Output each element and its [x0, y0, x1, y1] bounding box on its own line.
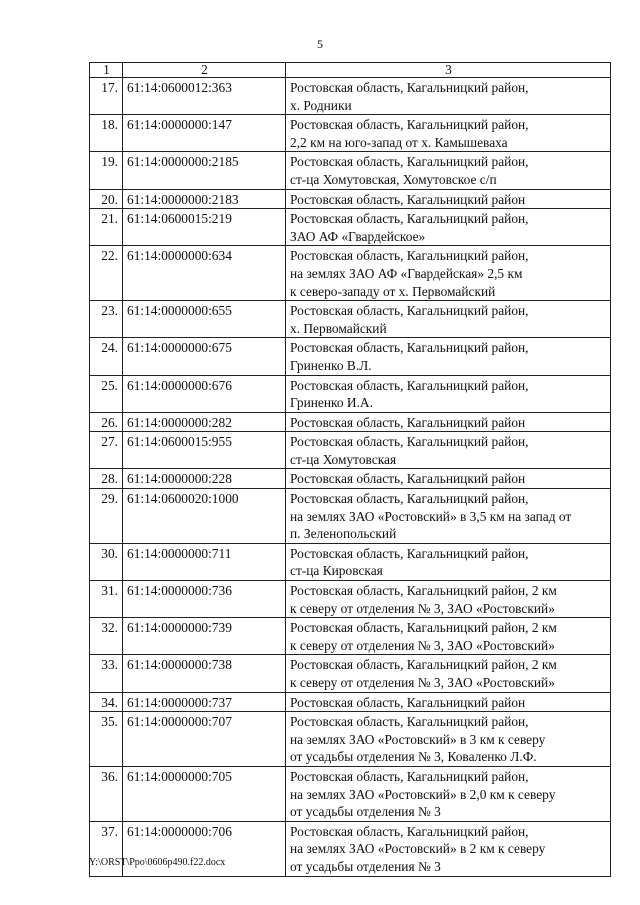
address-cell [286, 543, 611, 580]
cadastral-number-cell: 61:14:0000000:739 [123, 618, 286, 655]
table-row [90, 189, 611, 209]
table-row [90, 489, 611, 544]
table-row [90, 412, 611, 432]
address-cell [286, 432, 611, 469]
cadastral-number-cell: 61:14:0000000:707 [123, 712, 286, 767]
table-row [90, 338, 611, 375]
address-cell [286, 618, 611, 655]
address-line: Ростовская область, Кагальницкий район, [290, 80, 529, 95]
address-cell [286, 152, 611, 189]
table-row [90, 209, 611, 246]
address-line: к северу от отделения № 3, ЗАО «Ростовский» [290, 675, 555, 690]
address-cell [286, 692, 611, 712]
cadastral-number-cell: 61:14:0600020:1000 [123, 489, 286, 544]
row-number-cell: 37. [90, 821, 123, 876]
row-number-cell: 23. [90, 301, 123, 338]
address-line: ст-ца Хомутовская, Хомутовское с/п [290, 171, 497, 187]
address-line: от усадьбы отделения № 3 [290, 858, 441, 874]
address-line: на землях ЗАО «Ростовский» в 2,0 км к северу [290, 786, 556, 802]
address-line: Ростовская область, Кагальницкий район, [290, 248, 529, 264]
table-header-row [90, 63, 611, 78]
address-line: Ростовская область, Кагальницкий район [290, 414, 526, 430]
row-number-cell: 21. [90, 209, 123, 246]
table-row [90, 655, 611, 692]
address-cell [286, 412, 611, 432]
table-row [90, 692, 611, 712]
row-number-cell: 27. [90, 432, 123, 469]
cadastral-number-cell: 61:14:0000000:706 [123, 821, 286, 876]
address-line: на землях ЗАО «Ростовский» в 3 км к северу [290, 731, 546, 747]
cadastral-number-cell: 61:14:0000000:282 [123, 412, 286, 432]
table-row [90, 712, 611, 767]
table-row [90, 469, 611, 489]
table-row [90, 115, 611, 152]
address-cell [286, 655, 611, 692]
address-cell [286, 301, 611, 338]
row-number-cell: 32. [90, 618, 123, 655]
table-row [90, 581, 611, 618]
cadastral-number-cell: 61:14:0000000:705 [123, 766, 286, 821]
address-line: на землях ЗАО «Ростовский» в 2 км к северу [290, 841, 546, 857]
document-file-path: Y:\ORST\Ppo\0606p490.f22.docx [89, 857, 226, 868]
column-header-3: 3 [286, 63, 611, 78]
cadastral-number-cell: 61:14:0000000:655 [123, 301, 286, 338]
row-number-cell: 19. [90, 152, 123, 189]
address-line: Ростовская область, Кагальницкий район, 2 км [290, 620, 557, 636]
address-cell [286, 189, 611, 209]
address-line: к северу от отделения № 3, ЗАО «Ростовский» [290, 637, 555, 653]
row-number-cell: 20. [90, 189, 123, 209]
address-line: Ростовская область, Кагальницкий район, [290, 303, 529, 319]
address-line: Ростовская область, Кагальницкий район, [290, 340, 529, 356]
row-number-cell: 18. [90, 115, 123, 152]
address-line: Ростовская область, Кагальницкий район [290, 471, 526, 487]
address-line: к северу от отделения № 3, ЗАО «Ростовский» [290, 600, 555, 616]
page-number: 5 [317, 37, 323, 51]
address-line: Ростовская область, Кагальницкий район [290, 694, 526, 710]
table-row [90, 543, 611, 580]
address-line: Ростовская область, Кагальницкий район, [290, 714, 529, 730]
address-cell [286, 712, 611, 767]
cadastral-number-cell: 61:14:0000000:675 [123, 338, 286, 375]
cadastral-number-cell: 61:14:0000000:676 [123, 375, 286, 412]
table-body [90, 63, 611, 877]
cadastral-number-cell: 61:14:0000000:736 [123, 581, 286, 618]
address-line: к северо-западу от х. Первомайский [290, 283, 496, 299]
address-line: Ростовская область, Кагальницкий район, [290, 768, 529, 784]
cadastral-number-cell: 61:14:0000000:738 [123, 655, 286, 692]
cadastral-table [89, 62, 611, 877]
cadastral-number-cell: 61:14:0000000:711 [123, 543, 286, 580]
address-cell [286, 209, 611, 246]
address-cell [286, 821, 611, 876]
address-cell [286, 489, 611, 544]
table-row [90, 78, 611, 115]
address-line: ЗАО АФ «Гвардейское» [290, 228, 426, 244]
address-cell [286, 375, 611, 412]
address-line: от усадьбы отделения № 3 [290, 804, 441, 820]
address-line: п. Зеленопольский [290, 526, 397, 542]
cadastral-number-cell: 61:14:0000000:2185 [123, 152, 286, 189]
cadastral-number-cell: 61:14:0600015:219 [123, 209, 286, 246]
cadastral-number-cell: 61:14:0600012:363 [123, 78, 286, 115]
row-number-cell: 25. [90, 375, 123, 412]
address-cell [286, 338, 611, 375]
address-line: Ростовская область, Кагальницкий район, [290, 545, 529, 561]
table-row [90, 618, 611, 655]
column-header-1: 1 [90, 63, 123, 78]
address-line: Ростовская область, Кагальницкий район, [290, 377, 529, 393]
address-line: Ростовская область, Кагальницкий район, [290, 211, 529, 227]
table-row [90, 152, 611, 189]
row-number-cell: 17. [90, 78, 123, 115]
address-line: 2,2 км на юго-запад от х. Камышеваха [290, 134, 508, 150]
row-number-cell: 33. [90, 655, 123, 692]
address-line: на землях ЗАО «Ростовский» в 3,5 км на запад от [290, 508, 572, 524]
row-number-cell: 34. [90, 692, 123, 712]
cadastral-number-cell: 61:14:0000000:2183 [123, 189, 286, 209]
column-header-2: 2 [123, 63, 286, 78]
address-line: х. Первомайский [290, 320, 387, 336]
cadastral-number-cell: 61:14:0000000:737 [123, 692, 286, 712]
table-row [90, 301, 611, 338]
address-line: Ростовская область, Кагальницкий район, [290, 491, 529, 507]
address-line: х. Родники [290, 97, 352, 113]
cadastral-number-cell: 61:14:0000000:228 [123, 469, 286, 489]
address-line: Ростовская область, Кагальницкий район, 2 км [290, 657, 557, 673]
row-number-cell: 36. [90, 766, 123, 821]
address-line: от усадьбы отделения № 3, Коваленко Л.Ф. [290, 749, 537, 765]
address-line: Ростовская область, Кагальницкий район, [290, 154, 529, 170]
row-number-cell: 26. [90, 412, 123, 432]
address-line: ст-ца Хомутовская [290, 451, 397, 467]
address-line: Ростовская область, Кагальницкий район, [290, 823, 529, 839]
address-line: Гриненко И.А. [290, 395, 373, 411]
table-row [90, 246, 611, 301]
address-line: Ростовская область, Кагальницкий район, [290, 117, 529, 133]
address-line: ст-ца Кировская [290, 563, 383, 579]
address-cell [286, 469, 611, 489]
cadastral-number-cell: 61:14:0000000:634 [123, 246, 286, 301]
address-cell [286, 581, 611, 618]
row-number-cell: 22. [90, 246, 123, 301]
address-cell [286, 246, 611, 301]
row-number-cell: 31. [90, 581, 123, 618]
address-line: Ростовская область, Кагальницкий район, 2 км [290, 583, 557, 599]
address-line: Гриненко В.Л. [290, 357, 372, 373]
row-number-cell: 30. [90, 543, 123, 580]
address-line: Ростовская область, Кагальницкий район, [290, 434, 529, 450]
row-number-cell: 35. [90, 712, 123, 767]
row-number-cell: 29. [90, 489, 123, 544]
address-cell [286, 78, 611, 115]
table-row [90, 766, 611, 821]
table-row [90, 432, 611, 469]
cadastral-number-cell: 61:14:0000000:147 [123, 115, 286, 152]
address-cell [286, 766, 611, 821]
address-line: Ростовская область, Кагальницкий район [290, 191, 526, 207]
table-row [90, 375, 611, 412]
row-number-cell: 28. [90, 469, 123, 489]
row-number-cell: 24. [90, 338, 123, 375]
address-cell [286, 115, 611, 152]
address-line: на землях ЗАО АФ «Гвардейская» 2,5 км [290, 265, 523, 281]
cadastral-number-cell: 61:14:0600015:955 [123, 432, 286, 469]
